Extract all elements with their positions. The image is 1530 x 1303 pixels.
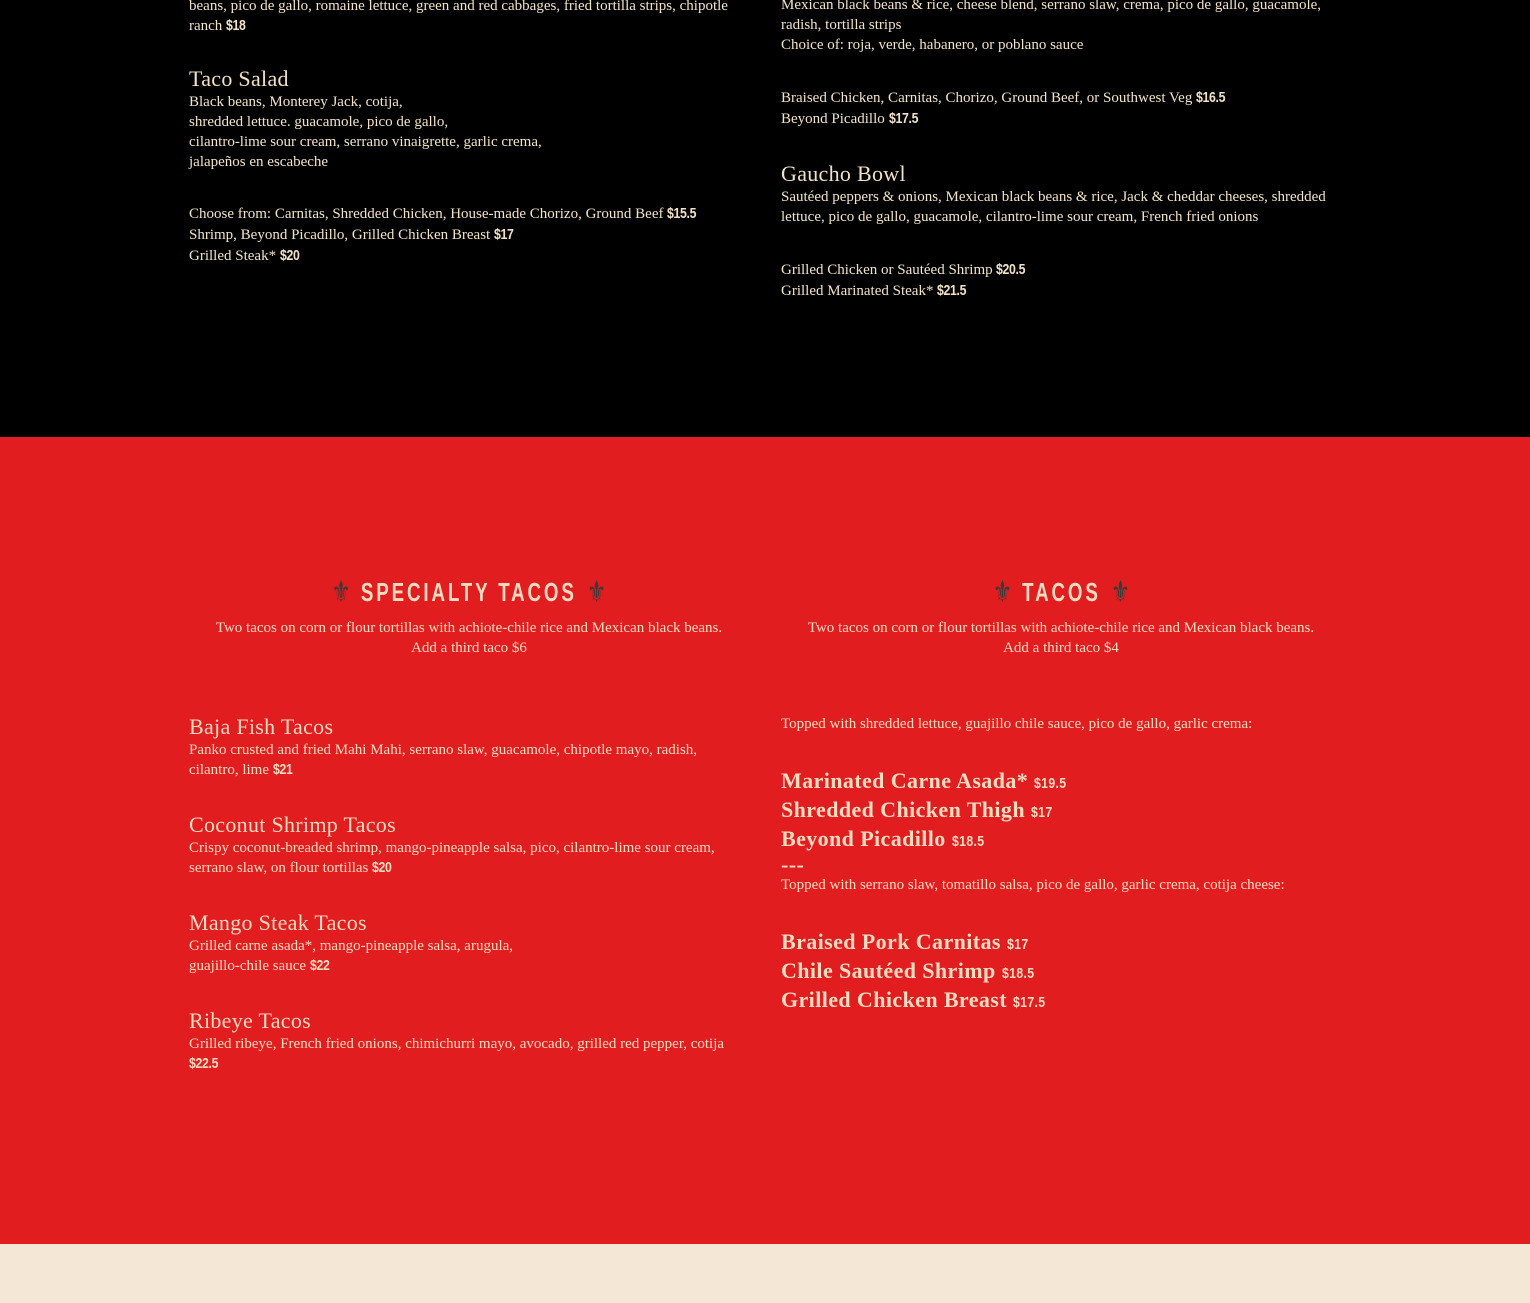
price: $17 — [1030, 804, 1053, 821]
price: $16.5 — [1196, 89, 1226, 106]
menu-item: Coconut Shrimp Tacos Crispy coconut-breaded shrimp, mango-pineapple salsa, pico, cilantro-lime sour cream, serrano slaw, on flour tortillas $20 — [189, 812, 749, 878]
item-desc: Sautéed peppers & onions, Mexican black beans & rice, Jack & cheddar cheeses, shredded — [781, 189, 1326, 205]
price: $20.5 — [996, 261, 1026, 278]
taco-line: Shredded Chicken Thigh $17 — [781, 797, 1341, 826]
tacos-list — [781, 714, 1341, 1016]
section-title-specialty: SPECIALTY TACOS — [361, 577, 577, 607]
price: $22 — [309, 957, 330, 974]
item-title: Ribeye Tacos — [189, 1008, 312, 1033]
option-line: Choose from: Carnitas, Shredded Chicken, House-made Chorizo, Ground Beef $15.5 — [189, 205, 697, 222]
price: $22.5 — [189, 1055, 219, 1072]
menu-item: Mango Steak Tacos Grilled carne asada*, mango-pineapple salsa, arugula, guajillo-chile sauce $22 — [189, 910, 749, 976]
price: $18.5 — [1001, 965, 1034, 982]
topping-note: Topped with serrano slaw, tomatillo salsa, pico de gallo, garlic crema, cotija cheese: — [781, 877, 1285, 893]
price: $20 — [279, 247, 300, 264]
taco-line: Chile Sautéed Shrimp $18.5 — [781, 958, 1341, 987]
menu-item — [189, 1008, 749, 1074]
item-title: Baja Fish Tacos — [189, 714, 334, 739]
right-column-top: Mexican black beans & rice, cheese blend, serrano slaw, crema, pico de gallo, guacamole, radish, tortilla strips Choice of: roja, verde, habanero, or poblano sauce Braised Chicken, Carnitas, Chorizo, Ground Beef, or Southwest Veg $16.5 Beyond Picadillo $17.5 Gaucho Bowl Sautéed peppers & onions, Mexican black beans & rice, Jack & cheddar cheeses, shredded lettuce, pico de gallo, guacamole, cilantro-lime sour cream, French fried onions Grilled Chicken or Sautéed Shrimp $20.5 Grilled Marinated Steak* $21.5 — [781, 0, 1341, 301]
taco-line: Braised Pork Carnitas $17 — [781, 929, 1341, 958]
price: $18 — [226, 17, 246, 34]
item-title: Mango Steak Tacos — [189, 910, 367, 935]
item-title-gaucho-bowl: Gaucho Bowl — [781, 161, 906, 186]
tacos-header — [781, 575, 1341, 610]
flourish-right-icon: ⚜ — [587, 576, 607, 609]
price: $18.5 — [951, 833, 985, 850]
flourish-right-icon: ⚜ — [1110, 576, 1130, 609]
menu-item: Baja Fish Tacos Panko crusted and fried Mahi Mahi, serrano slaw, guacamole, chipotle mayo, radish, cilantro, lime $21 — [189, 714, 749, 780]
price: $17.5 — [888, 110, 918, 127]
price: $21 — [272, 761, 293, 778]
left-column-top: beans, pico de gallo, romaine lettuce, green and red cabbages, fried tortilla strips, chipotle ranch $18 Taco Salad Black beans, Monterey Jack, cotija, shredded lettuce. guacamole, pico de gallo, cilantro-lime sour cream, serrano vinaigrette, garlic crema, jalapeños en escabeche Choose from: Carnitas, Shredded Chicken, House-made Chorizo, Ground Beef $15.5 Shrimp, Beyond Picadillo, Grilled Chicken Breast $17 Grilled Steak* $20 — [189, 0, 749, 266]
separator: --- — [781, 852, 805, 877]
flourish-left-icon: ⚜ — [331, 576, 351, 609]
price: $17 — [1006, 936, 1029, 953]
item-desc: Panko crusted and fried Mahi Mahi, serrano slaw, guacamole, chipotle mayo, radish, — [189, 742, 698, 758]
option-line: Braised Chicken, Carnitas, Chorizo, Ground Beef, or Southwest Veg $16.5 — [781, 89, 1226, 106]
specialty-intro: Two tacos on corn or flour tortillas with achiote-chile rice and Mexican black beans. Add a third taco $6 — [215, 620, 723, 656]
option-line: Grilled Chicken or Sautéed Shrimp $20.5 — [781, 261, 1026, 278]
topping-note: Topped with shredded lettuce, guajillo chile sauce, pico de gallo, garlic crema: — [781, 716, 1253, 732]
item-desc: Black beans, Monterey Jack, cotija, — [189, 94, 403, 110]
price: $17.5 — [1012, 994, 1046, 1011]
flourish-left-icon: ⚜ — [992, 576, 1012, 609]
item-title-taco-salad: Taco Salad — [189, 66, 289, 91]
taco-line: Grilled Chicken Breast $17.5 — [781, 987, 1341, 1016]
price: $21.5 — [937, 282, 967, 299]
specialty-list — [189, 714, 749, 1074]
option-line: Grilled Marinated Steak* $21.5 — [781, 282, 967, 299]
section-title-tacos: TACOS — [1021, 577, 1101, 607]
partial-item-desc: beans, pico de gallo, romaine lettuce, green and red cabbages, fried tortilla strips, chipotle — [189, 0, 728, 14]
option-line: Shrimp, Beyond Picadillo, Grilled Chicken Breast $17 — [189, 226, 514, 243]
option-line: Beyond Picadillo $17.5 — [781, 110, 918, 127]
item-title: Coconut Shrimp Tacos — [189, 812, 396, 837]
red-menu-section — [0, 437, 1530, 1244]
footer-band — [0, 1244, 1530, 1303]
item-desc: Grilled ribeye, French fried onions, chimichurri mayo, avocado, grilled red pepper, cotija — [189, 1036, 725, 1052]
item-desc: Grilled carne asada*, mango-pineapple salsa, arugula, — [189, 938, 514, 954]
taco-line: Beyond Picadillo $18.5 — [781, 826, 1341, 855]
specialty-tacos-header — [189, 575, 749, 610]
price: $20 — [372, 859, 392, 876]
taco-line: Marinated Carne Asada* $19.5 — [781, 768, 1341, 797]
option-line: Grilled Steak* $20 — [189, 247, 300, 264]
price: $19.5 — [1034, 775, 1067, 792]
price: $17 — [493, 226, 514, 243]
tacos-intro: Two tacos on corn or flour tortillas with achiote-chile rice and Mexican black beans. Add a third taco $4 — [807, 620, 1315, 656]
black-menu-section — [0, 0, 1530, 437]
price: $15.5 — [667, 205, 697, 222]
partial-item-desc: Mexican black beans & rice, cheese blend, serrano slaw, crema, pico de gallo, guacamole, — [781, 0, 1322, 13]
item-desc: Crispy coconut-breaded shrimp, mango-pineapple salsa, pico, cilantro-lime sour cream, — [189, 840, 715, 856]
